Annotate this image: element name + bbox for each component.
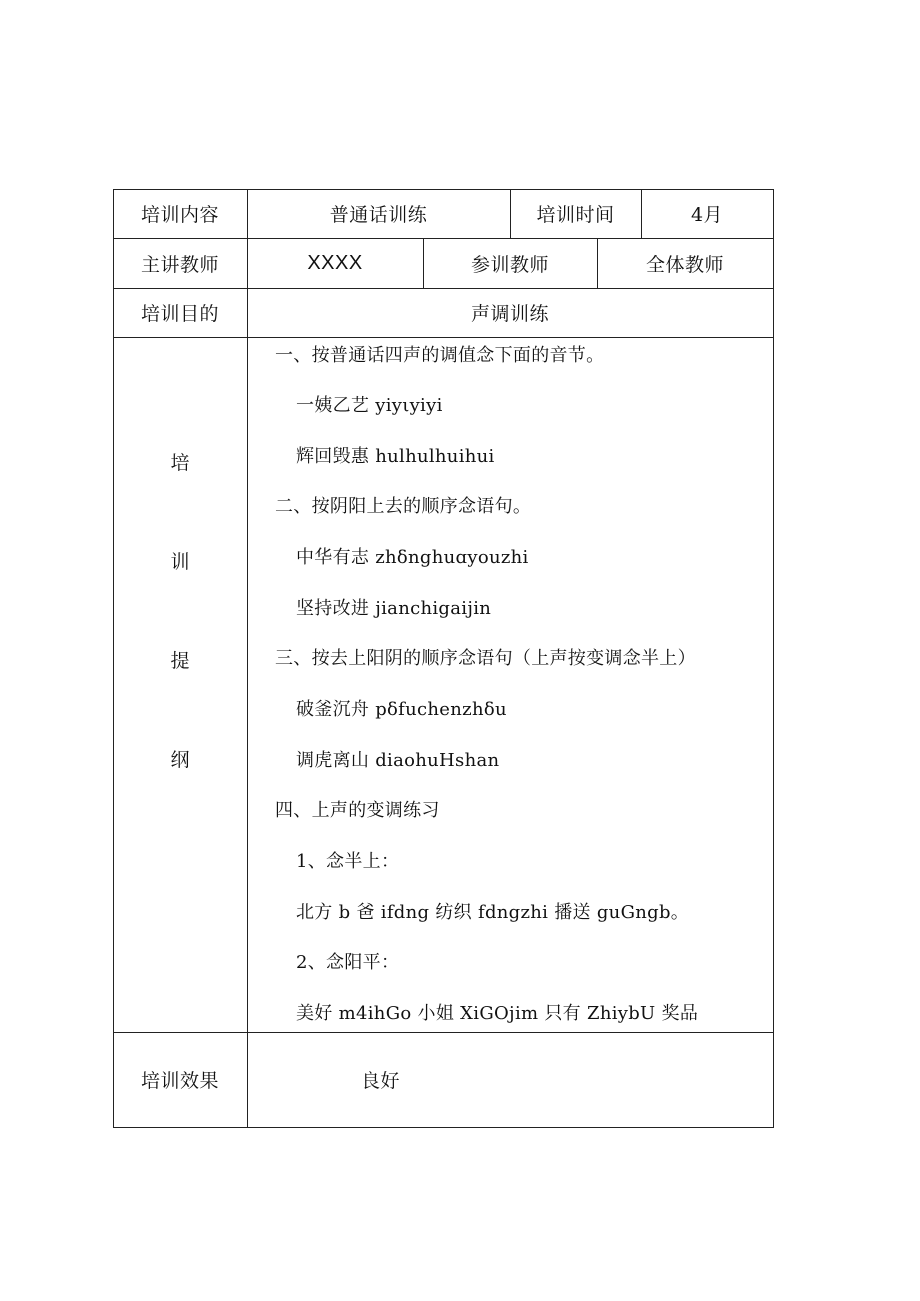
outline-label-char: 纲 [170, 749, 190, 771]
outline-line: 二、按阴阳上去的顺序念语句。 [275, 496, 532, 517]
training-time-label: 培训时间 [536, 204, 615, 226]
outline-line: 破釜沉舟 pδfuchenzhδu [296, 699, 507, 720]
outline-line: 辉回毁惠 hulhulhuihui [296, 446, 495, 467]
training-purpose-label: 培训目的 [140, 303, 219, 325]
outline-line: 三、按去上阳阴的顺序念语句（上声按变调念半上） [275, 648, 696, 669]
outline-line: 一姨乙艺 yiyιyiyi [296, 395, 443, 416]
outline-line: 调虎离山 diaohuHshan [296, 750, 500, 771]
outline-line: 美好 m4ihGo 小姐 XiGOjim 只有 ZhiybU 奖品 [296, 1003, 699, 1024]
training-content-value: 普通话训练 [329, 204, 428, 226]
participants-label: 参训教师 [470, 253, 549, 276]
training-record-table [113, 189, 774, 1129]
table-rule [113, 1127, 774, 1128]
outline-line: 中华有志 zhδnghuɑyouzhi [296, 547, 529, 568]
table-rule [773, 189, 774, 1128]
outline-line: 四、上声的变调练习 [275, 800, 440, 821]
outline-label-char: 培 [170, 452, 190, 474]
outline-label-char: 训 [170, 551, 190, 573]
outline-content [247, 337, 773, 1032]
outline-line: 1、念半上： [296, 851, 400, 872]
lead-teacher-value: XXXX [307, 251, 363, 274]
participants-value: 全体教师 [645, 253, 724, 276]
outline-line: 北方 b 爸 ifdng 纺织 fdngzhi 播送 guGngb。 [296, 902, 690, 923]
outline-line: 2、念阳平： [296, 952, 400, 973]
training-time-value: 4月 [690, 204, 724, 226]
training-effect-label: 培训效果 [140, 1070, 219, 1092]
outline-line: 坚持改进 jianchigaijin [296, 598, 492, 619]
outline-label-char: 提 [170, 650, 190, 672]
training-content-label: 培训内容 [140, 204, 219, 226]
training-effect-value: 良好 [361, 1070, 401, 1092]
training-purpose-value: 声调训练 [470, 303, 549, 325]
lead-teacher-label: 主讲教师 [140, 253, 219, 276]
outline-line: 一、按普通话四声的调值念下面的音节。 [275, 345, 605, 366]
